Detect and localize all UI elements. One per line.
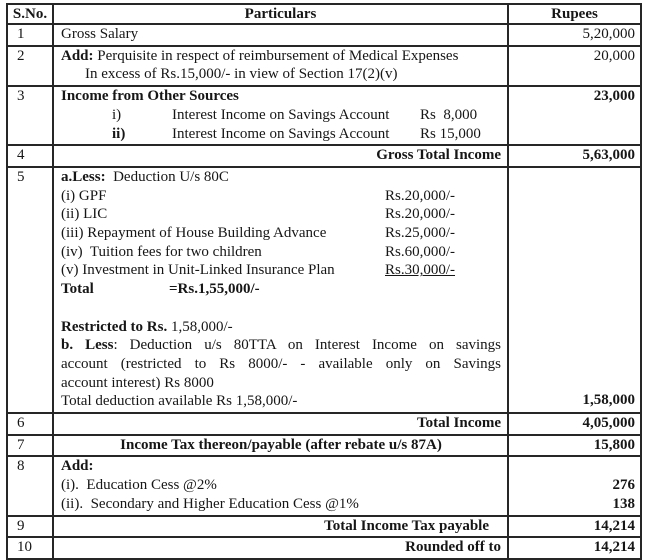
row3-item-1 — [61, 106, 501, 125]
table-row-8 — [7, 456, 641, 515]
row10-amount: 14,214 — [508, 537, 641, 559]
table-row-9 — [7, 516, 641, 538]
income-tax-computation-table — [6, 3, 642, 560]
deduction3-name: (iii) Repayment of House Building Advance — [61, 225, 327, 242]
table-row-7 — [7, 435, 641, 457]
aless-lead-label: a.Less: — [61, 168, 106, 185]
deduction4-name: (iv) Tuition fees for two children — [61, 243, 262, 260]
deduction5-amount-underlined: Rs.30,000/- — [385, 262, 456, 279]
add-lead-label: Add: — [61, 47, 94, 64]
deduction-line-5 — [61, 261, 501, 280]
deduction-line-1 — [61, 187, 501, 206]
row5-sno: 5 — [7, 167, 53, 413]
row1-particulars: Gross Salary — [53, 24, 508, 46]
cess-item-2: (ii). Secondary and Higher Education Cess @1% — [61, 495, 359, 512]
row2-line2: In excess of Rs.15,000/- in view of Section 17(2)(v) — [85, 66, 398, 83]
header-rupees: Rupees — [508, 4, 641, 24]
deduction-line-3 — [61, 224, 501, 243]
row3-item1-text: Interest Income on Savings Account — [172, 106, 390, 123]
cess-amount-1: 276 — [612, 477, 635, 494]
header-particulars: Particulars — [53, 4, 508, 24]
row7-amount: 15,800 — [508, 435, 641, 457]
row5-amount: 1,58,000 — [508, 167, 641, 413]
row6-sno: 6 — [7, 413, 53, 435]
bless-line-2: account (restricted to Rs 8000/- - available only on Savings — [61, 355, 501, 372]
row8-add-label: Add: — [61, 458, 94, 475]
deduction2-name: (ii) LIC — [61, 206, 108, 223]
row8-particulars — [53, 456, 508, 515]
row3-item1-num: i) — [112, 106, 122, 123]
restricted-amount: 1,58,000/- — [167, 318, 233, 335]
row2-amount: 20,000 — [508, 46, 641, 86]
row5-blank-line — [61, 299, 501, 318]
bless-lead-label: b. Less — [61, 337, 114, 354]
row1-sno: 1 — [7, 24, 53, 46]
restricted-lead-label: Restricted to Rs. — [61, 318, 168, 335]
table-row-4 — [7, 145, 641, 167]
row5-aless-line — [61, 168, 501, 187]
row9-amount: 14,214 — [508, 516, 641, 538]
row5-total-amount: =Rs.1,55,000/- — [169, 281, 260, 298]
deduction-line-2 — [61, 205, 501, 224]
table-row-2 — [7, 46, 641, 86]
row5-total-label: Total — [61, 281, 94, 298]
row8-sno: 8 — [7, 456, 53, 515]
row3-item2-text: Interest Income on Savings Account — [172, 125, 390, 142]
row9-label: Total Income Tax payable — [53, 516, 508, 538]
row2-particulars — [53, 46, 508, 86]
deduction1-name: (i) GPF — [61, 187, 107, 204]
aless-text: Deduction U/s 80C — [105, 168, 229, 185]
table-row-6 — [7, 413, 641, 435]
row3-sno: 3 — [7, 86, 53, 145]
row2-sno: 2 — [7, 46, 53, 86]
row3-amount: 23,000 — [508, 86, 641, 145]
restricted-line — [61, 318, 501, 337]
row6-amount: 4,05,000 — [508, 413, 641, 435]
cess-amount-2: 138 — [612, 495, 635, 512]
row3-particulars — [53, 86, 508, 145]
bless-line1-text: : Deduction u/s 80TTA on Interest Income on savings — [113, 337, 501, 354]
total-deduction-line: Total deduction available Rs 1,58,000/- — [61, 393, 298, 410]
row10-sno: 10 — [7, 537, 53, 559]
row7-sno: 7 — [7, 435, 53, 457]
header-sno: S.No. — [7, 4, 53, 24]
deduction-line-4 — [61, 243, 501, 262]
row7-label: Income Tax thereon/payable (after rebate u/s 87A) — [53, 435, 508, 457]
row3-item2-num: ii) — [112, 125, 126, 142]
table-row-1 — [7, 24, 641, 46]
row3-item-2 — [61, 125, 501, 144]
row8-amount-spacer — [516, 457, 635, 476]
deduction1-amount: Rs.20,000/- — [385, 187, 456, 204]
header-row — [7, 4, 641, 24]
row3-title: Income from Other Sources — [61, 88, 239, 105]
deduction3-amount: Rs.25,000/- — [385, 225, 456, 242]
row2-line1 — [61, 47, 501, 66]
bless-line-1 — [61, 336, 501, 355]
row5-total-line — [61, 280, 501, 299]
row9-sno: 9 — [7, 516, 53, 538]
table-row-5 — [7, 167, 641, 413]
row6-label: Total Income — [53, 413, 508, 435]
deduction5-name: (v) Investment in Unit-Linked Insurance Plan — [61, 262, 335, 279]
row2-line1-text: Perquisite in respect of reimbursement of Medical Expenses — [93, 47, 459, 64]
bless-line-3: account interest) Rs 8000 — [61, 374, 214, 391]
deduction4-amount: Rs.60,000/- — [385, 243, 456, 260]
row8-amounts — [508, 456, 641, 515]
row10-label: Rounded off to — [53, 537, 508, 559]
row3-item1-amount: Rs 8,000 — [420, 106, 478, 123]
deduction2-amount: Rs.20,000/- — [385, 206, 456, 223]
row4-sno: 4 — [7, 145, 53, 167]
cess-item-1: (i). Education Cess @2% — [61, 477, 217, 494]
row4-label: Gross Total Income — [53, 145, 508, 167]
row1-amount: 5,20,000 — [508, 24, 641, 46]
row4-amount: 5,63,000 — [508, 145, 641, 167]
table-row-10 — [7, 537, 641, 559]
table-row-3 — [7, 86, 641, 145]
row3-item2-amount: Rs 15,000 — [420, 125, 481, 142]
row5-particulars — [53, 167, 508, 413]
